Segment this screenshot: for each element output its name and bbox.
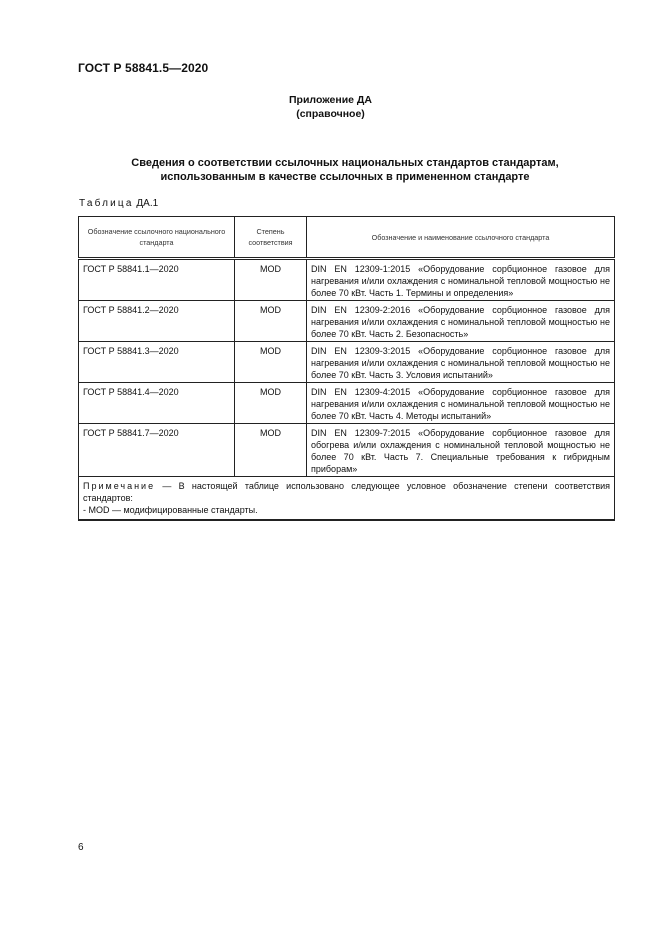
column-header-reference-standard: Обозначение и наименование ссылочного стандарта (307, 217, 615, 259)
reference-standard-cell: DIN EN 12309-4:2015 «Оборудование сорбционное газовое для нагревания и/или охлаждения с номинальной тепловой мощностью не более 70 кВт. Часть 4. Методы испытаний» (307, 383, 615, 424)
reference-standard-cell: DIN EN 12309-2:2016 «Оборудование сорбционное газовое для нагревания и/или охлаждения с номинальной тепловой мощностью не более 70 кВт. Часть 2. Безопасность» (307, 301, 615, 342)
note-paragraph (83, 480, 610, 504)
table-row (79, 259, 615, 301)
table-caption (79, 198, 158, 209)
table-row (79, 383, 615, 424)
note-text: — В настоящей таблице использовано следующее условное обозначение степени соответствия стандартов: (83, 481, 610, 503)
page-number: 6 (78, 842, 84, 853)
appendix-title: Приложение ДА (289, 94, 372, 106)
column-header-degree: Степень соответствия (235, 217, 307, 259)
national-standard-cell: ГОСТ Р 58841.2—2020 (79, 301, 235, 342)
table-row (79, 301, 615, 342)
table-caption-label: Таблица (79, 198, 134, 209)
note-label: Примечание (83, 481, 156, 491)
degree-cell: MOD (235, 301, 307, 342)
table-row (79, 342, 615, 383)
national-standard-cell: ГОСТ Р 58841.7—2020 (79, 424, 235, 477)
degree-cell: MOD (235, 342, 307, 383)
national-standard-cell: ГОСТ Р 58841.3—2020 (79, 342, 235, 383)
note-item: - MOD — модифицированные стандарты. (83, 505, 258, 515)
section-title-line-2: использованным в качестве ссылочных в примененном стандарте (160, 171, 530, 183)
table-header-row (79, 217, 615, 259)
degree-cell: MOD (235, 424, 307, 477)
reference-standard-cell: DIN EN 12309-1:2015 «Оборудование сорбционное газовое для нагревания и/или охлаждения с номинальной тепловой мощностью не более 70 кВт. Часть 1. Термины и определения» (307, 259, 615, 301)
reference-standard-cell: DIN EN 12309-3:2015 «Оборудование сорбционное газовое для нагревания и/или охлаждения с номинальной тепловой мощностью не более 70 кВт. Часть 3. Условия испытаний» (307, 342, 615, 383)
table-note (79, 477, 615, 521)
appendix-subtitle: (справочное) (296, 108, 365, 120)
national-standard-cell: ГОСТ Р 58841.4—2020 (79, 383, 235, 424)
table-row (79, 424, 615, 477)
reference-standard-cell: DIN EN 12309-7:2015 «Оборудование сорбционное газовое для обогрева и/или охлаждения с номинальной тепловой мощностью не более 70 кВт. Часть 7. Специальные требования к гибридным приборам» (307, 424, 615, 477)
appendix-heading (0, 93, 661, 121)
column-header-national-standard: Обозначение ссылочного национального стандарта (79, 217, 235, 259)
degree-cell: MOD (235, 259, 307, 301)
national-standard-cell: ГОСТ Р 58841.1—2020 (79, 259, 235, 301)
table-note-row (79, 477, 615, 521)
table-caption-number: ДА.1 (136, 198, 159, 209)
document-number: ГОСТ Р 58841.5—2020 (78, 61, 209, 75)
section-title-line-1: Сведения о соответствии ссылочных национальных стандартов стандартам, (131, 157, 559, 169)
degree-cell: MOD (235, 383, 307, 424)
standards-table (78, 216, 615, 521)
section-title (90, 156, 600, 184)
